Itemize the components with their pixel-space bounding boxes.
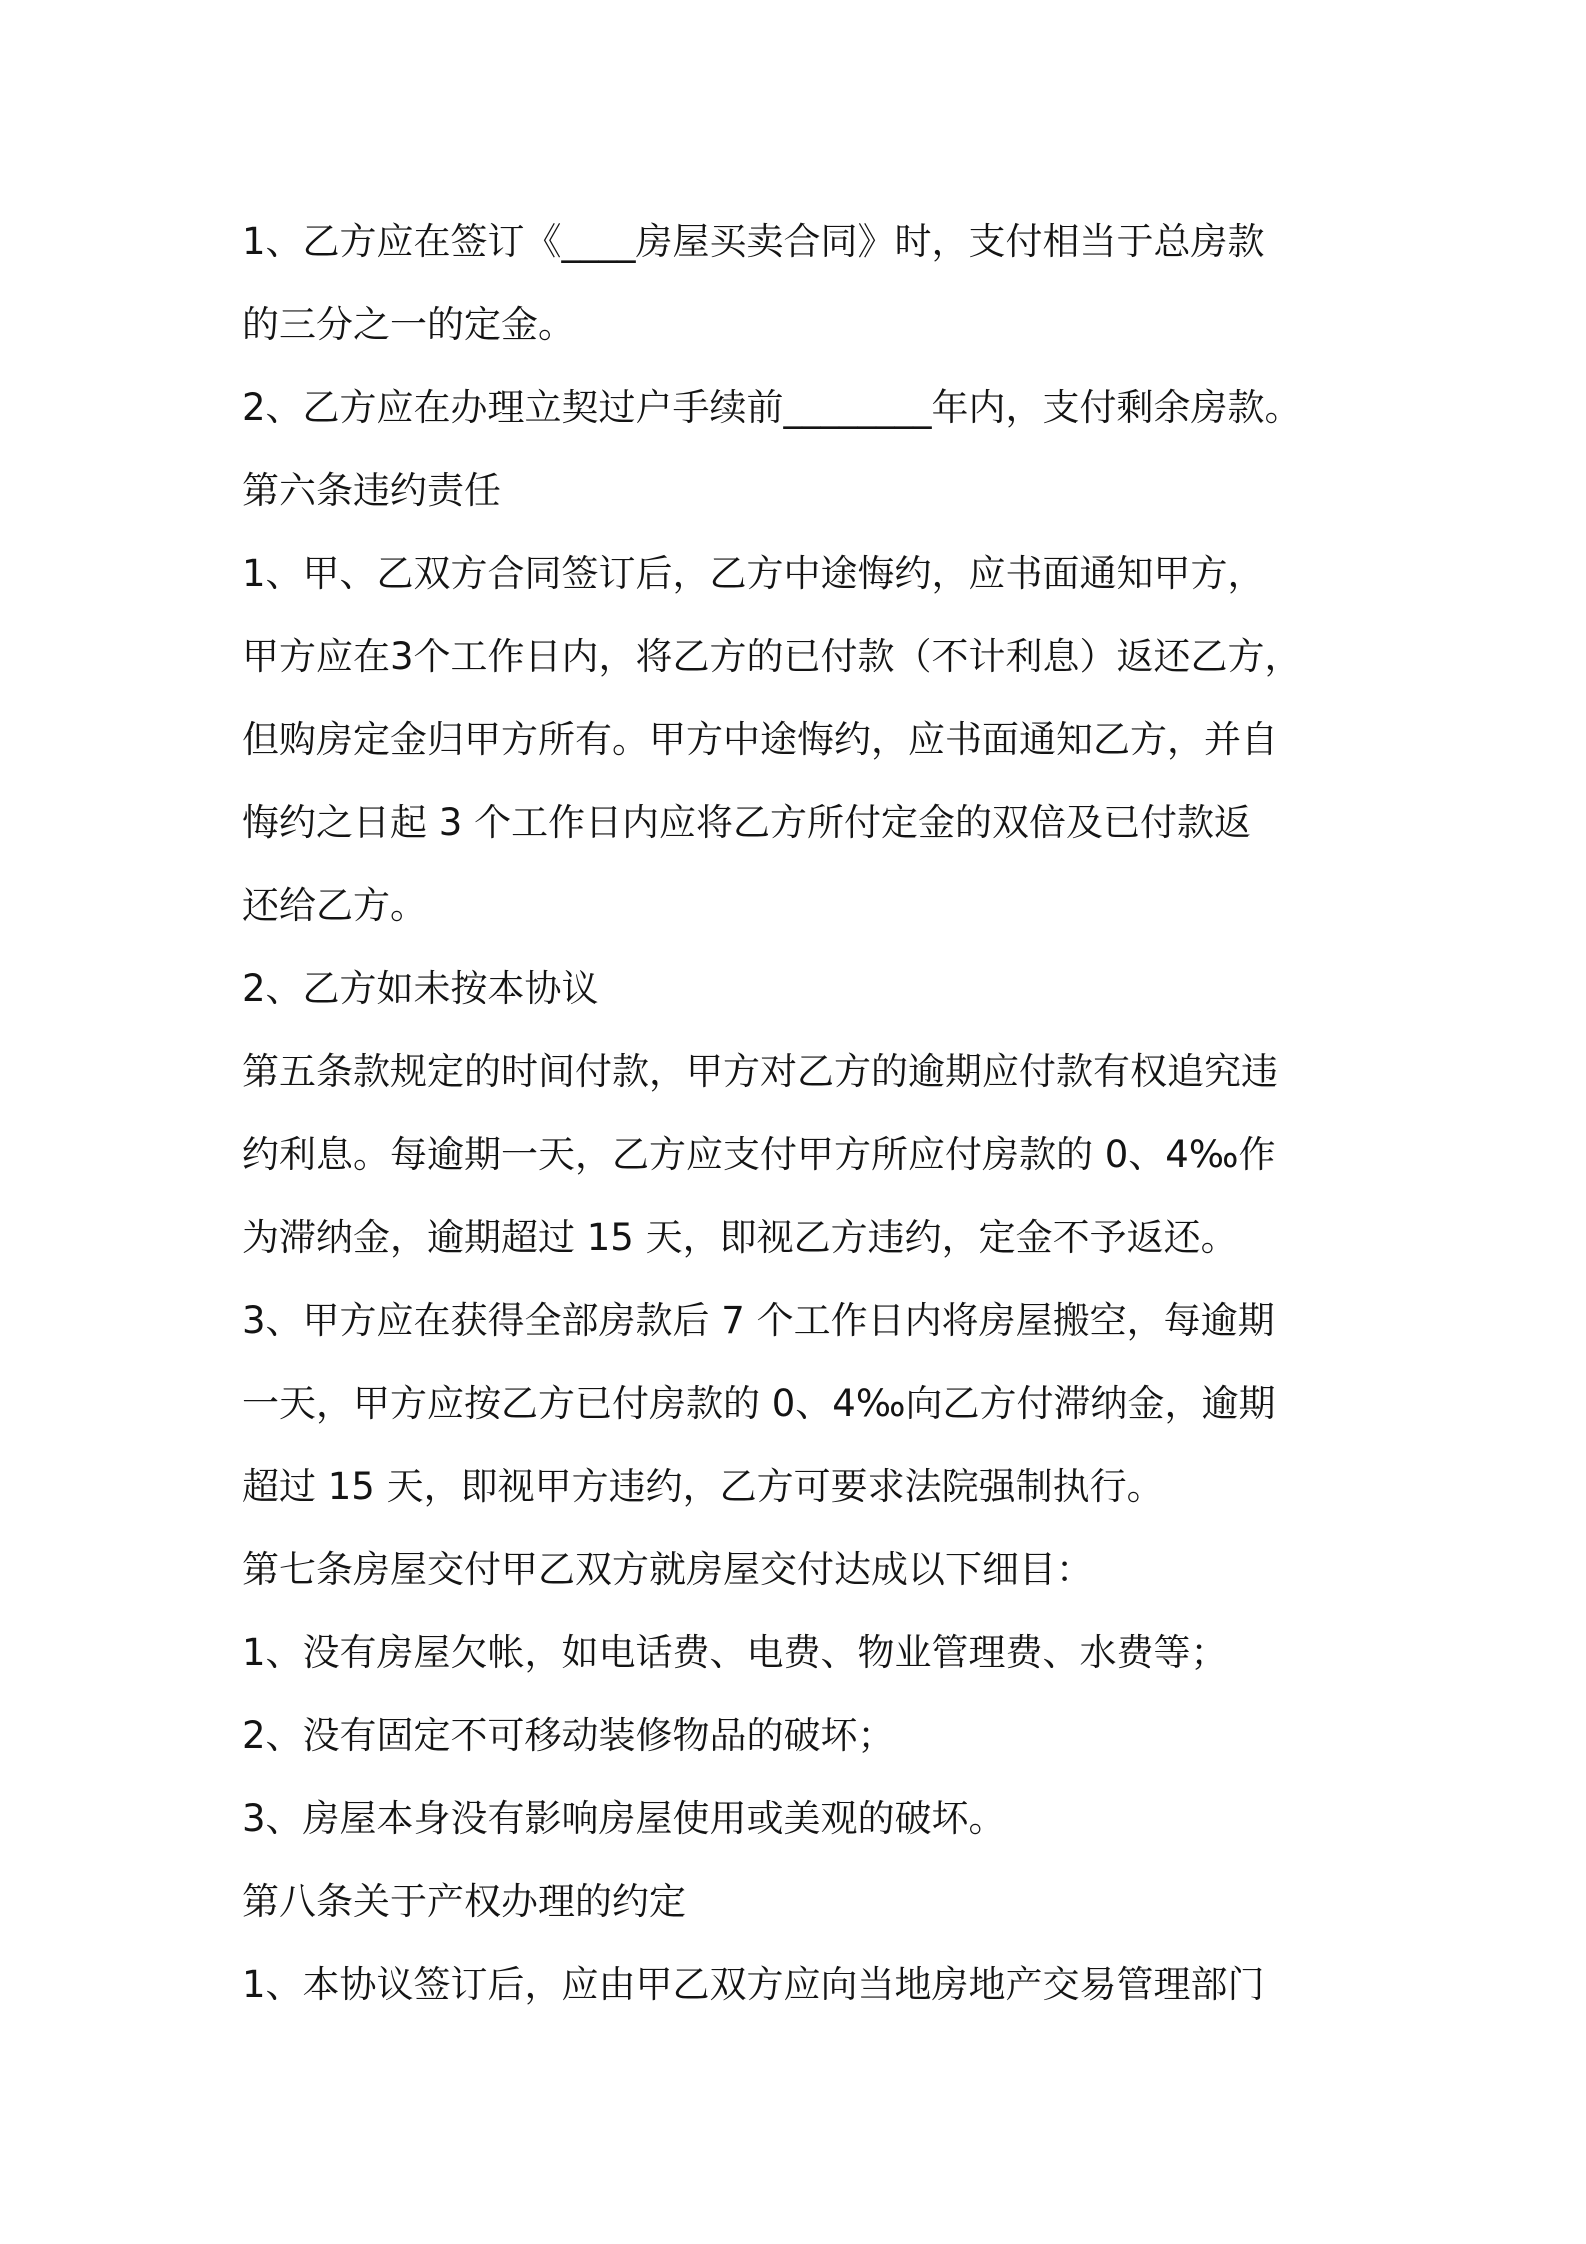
contract-text-body xyxy=(242,200,1362,2026)
text-line-8: 悔约之日起 3 个工作日内应将乙方所付定金的双倍及已付款返 xyxy=(242,801,1252,844)
text-line-3: 2、乙方应在办理立契过户手续前________年内，支付剩余房款。 xyxy=(242,386,1302,429)
section-heading-article-7: 第七条房屋交付甲乙双方就房屋交付达成以下细目： xyxy=(242,1548,1093,1591)
text-line-7: 但购房定金归甲方所有。甲方中途悔约，应书面通知乙方，并自 xyxy=(242,718,1278,761)
section-heading-article-6: 第六条违约责任 xyxy=(242,469,501,512)
text-line-5: 1、甲、乙双方合同签订后，乙方中途悔约，应书面通知甲方， xyxy=(242,552,1265,595)
text-line-22: 1、本协议签订后，应由甲乙双方应向当地房地产交易管理部门 xyxy=(242,1963,1265,2006)
section-heading-article-8: 第八条关于产权办理的约定 xyxy=(242,1880,686,1923)
text-line-11: 第五条款规定的时间付款，甲方对乙方的逾期应付款有权追究违 xyxy=(242,1050,1278,1093)
text-line-10: 2、乙方如未按本协议 xyxy=(242,967,599,1010)
text-line-19: 2、没有固定不可移动装修物品的破坏； xyxy=(242,1714,895,1757)
text-line-20: 3、房屋本身没有影响房屋使用或美观的破坏。 xyxy=(242,1797,1006,1840)
text-line-12: 约利息。每逾期一天，乙方应支付甲方所应付房款的 0、4‰作 xyxy=(242,1133,1276,1176)
text-line-18: 1、没有房屋欠帐，如电话费、电费、物业管理费、水费等； xyxy=(242,1631,1228,1674)
text-line-2: 的三分之一的定金。 xyxy=(242,303,575,346)
text-line-15: 一天，甲方应按乙方已付房款的 0、4‰向乙方付滞纳金，逾期 xyxy=(242,1382,1276,1425)
text-line-1: 1、乙方应在签订《____房屋买卖合同》时，支付相当于总房款 xyxy=(242,220,1265,263)
text-line-14: 3、甲方应在获得全部房款后 7 个工作日内将房屋搬空，每逾期 xyxy=(242,1299,1275,1342)
text-line-13: 为滞纳金，逾期超过 15 天，即视乙方违约，定金不予返还。 xyxy=(242,1216,1238,1259)
text-line-6: 甲方应在3个工作日内，将乙方的已付款（不计利息）返还乙方， xyxy=(242,635,1302,678)
text-line-9: 还给乙方。 xyxy=(242,884,427,927)
text-line-16: 超过 15 天，即视甲方违约，乙方可要求法院强制执行。 xyxy=(242,1465,1164,1508)
